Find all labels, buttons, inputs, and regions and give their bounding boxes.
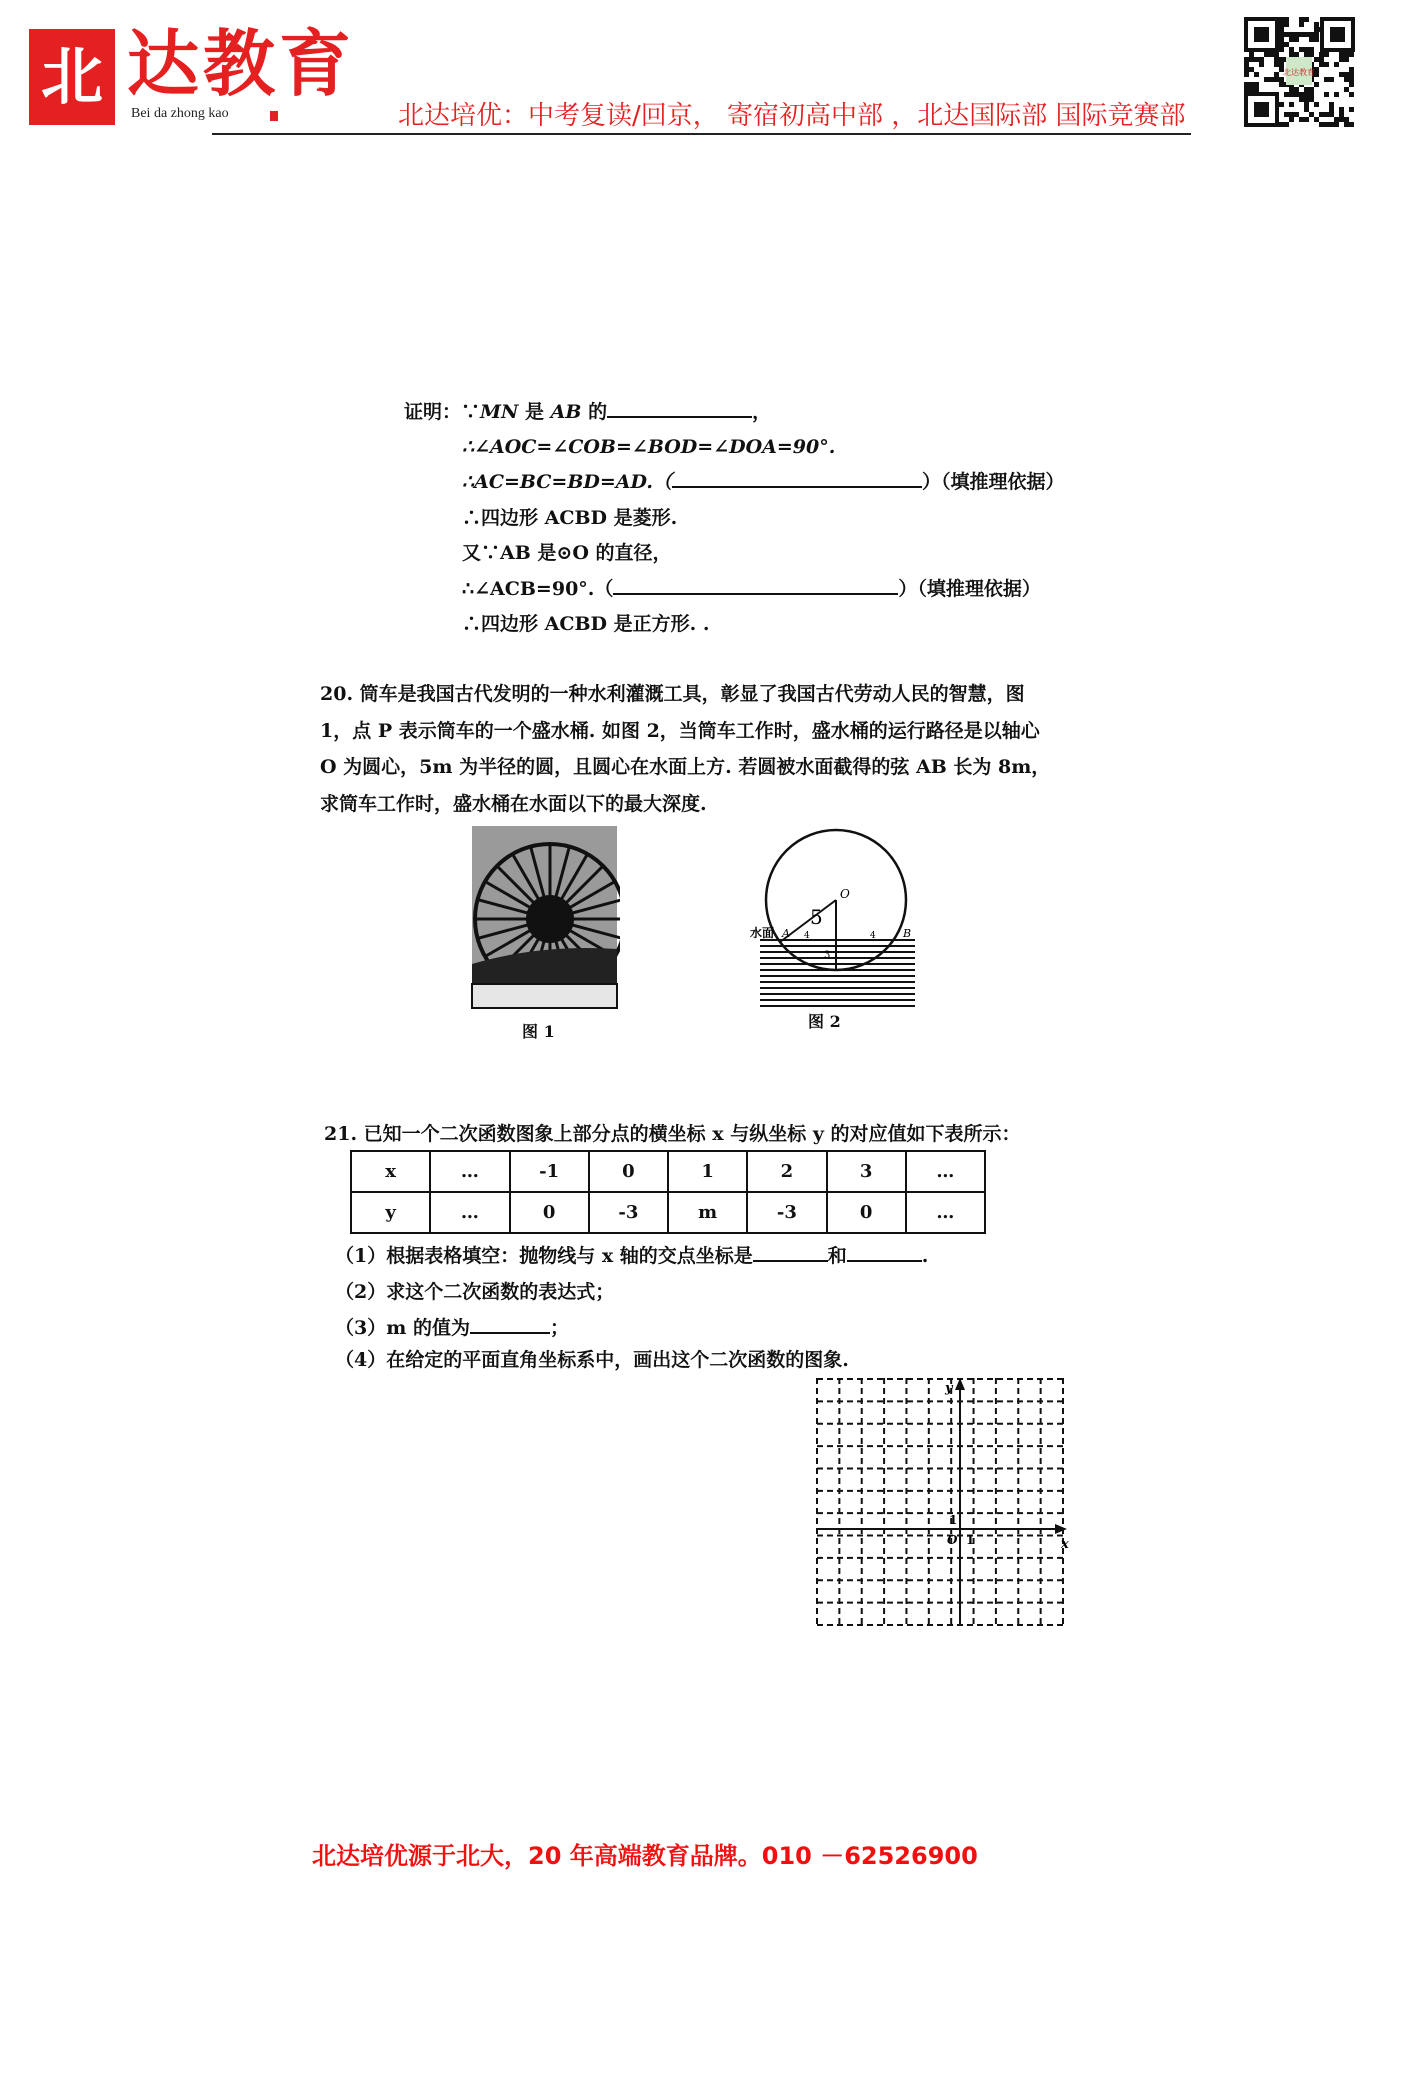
qr-module — [1294, 92, 1299, 97]
qr-module — [1324, 77, 1329, 82]
qr-module — [1279, 17, 1284, 22]
qr-module — [1339, 57, 1344, 62]
qr-module — [1349, 92, 1354, 97]
qr-module — [1274, 77, 1279, 82]
subquestion-3-end: ； — [549, 1317, 569, 1339]
qr-module — [1244, 72, 1249, 77]
logo-mark-text: 北 — [40, 40, 103, 113]
radius-label: 5 — [810, 905, 823, 929]
qr-module — [1349, 77, 1354, 82]
x-axis-label: x — [1061, 1537, 1069, 1552]
proof-l3-end: ）（填推理依据） — [921, 471, 1065, 493]
qr-module — [1294, 112, 1299, 117]
qr-module — [1289, 92, 1294, 97]
qr-module — [1299, 22, 1304, 27]
figure-2-caption: 图 2 — [808, 1012, 841, 1031]
proof-line-7: ∴四边形 ACBD 是正方形. . — [462, 613, 710, 635]
figure-1-caption: 图 1 — [522, 1022, 555, 1041]
table-cell: … — [906, 1151, 985, 1192]
qr-module — [1344, 52, 1349, 57]
qr-module — [1244, 82, 1249, 87]
qr-module — [1289, 117, 1294, 122]
qr-module — [1314, 22, 1319, 27]
proof-prefix: 证明：∵ — [404, 401, 481, 423]
qr-module — [1279, 102, 1284, 107]
table-cell: -3 — [747, 1192, 826, 1233]
qr-module — [1349, 82, 1354, 87]
qr-module — [1339, 117, 1344, 122]
subquestion-3 — [335, 1316, 569, 1340]
qr-module — [1279, 122, 1284, 127]
qr-module — [1309, 92, 1314, 97]
qr-module — [1309, 112, 1314, 117]
qr-module — [1349, 52, 1354, 57]
qr-module — [1244, 67, 1249, 72]
table-cell: 0 — [589, 1151, 668, 1192]
qr-module — [1319, 57, 1324, 62]
qr-module — [1299, 17, 1304, 22]
x-axis-arrow-icon — [1055, 1524, 1067, 1534]
qr-module — [1314, 102, 1319, 107]
qr-module — [1289, 47, 1294, 52]
table-cell: 0 — [510, 1192, 589, 1233]
qr-module — [1309, 52, 1314, 57]
qr-module — [1324, 122, 1329, 127]
question-21-stem: 21. 已知一个二次函数图象上部分点的横坐标 x 与纵坐标 y 的对应值如下表所示： — [324, 1123, 1021, 1145]
qr-module — [1279, 57, 1284, 62]
qr-module — [1289, 52, 1294, 57]
qr-module — [1269, 52, 1274, 57]
table-cell: … — [430, 1151, 509, 1192]
qr-module — [1254, 57, 1259, 62]
qr-module — [1244, 87, 1249, 92]
qr-module — [1324, 92, 1329, 97]
qr-module — [1289, 112, 1294, 117]
qr-module — [1274, 62, 1279, 67]
table-cell: … — [430, 1192, 509, 1233]
qr-module — [1279, 37, 1284, 42]
header-divider — [212, 133, 1191, 135]
qr-module — [1334, 62, 1339, 67]
qr-module — [1304, 52, 1309, 57]
qr-module — [1344, 87, 1349, 92]
qr-label: 北达教育 — [1283, 68, 1315, 77]
value-table — [350, 1150, 986, 1234]
table-cell: … — [906, 1192, 985, 1233]
question-20-text: 20. 筒车是我国古代发明的一种水利灌溉工具，彰显了我国古代劳动人民的智慧，图 1，点 P 表示筒车的一个盛水桶. 如图 2，当筒车工作时，盛水桶的运行路径是以轴心 O 为圆心，5m 为半径的圆，且圆心在水面上方. 若圆被水面截得的弦 AB 长为 8m，求筒车工作时，盛水桶在水面以下的最大深度. — [320, 683, 1051, 815]
qr-module — [1344, 57, 1349, 62]
qr-module — [1314, 27, 1319, 32]
qr-module — [1294, 87, 1299, 92]
qr-module — [1324, 62, 1329, 67]
table-cell: 2 — [747, 1151, 826, 1192]
table-cell: 1 — [668, 1151, 747, 1192]
answer-blank[interactable] — [607, 400, 752, 418]
qr-module — [1344, 72, 1349, 77]
answer-blank[interactable] — [672, 470, 922, 488]
qr-module — [1314, 117, 1319, 122]
qr-module — [1329, 107, 1334, 112]
qr-module — [1274, 72, 1279, 77]
qr-module — [1349, 107, 1354, 112]
qr-module — [1309, 47, 1314, 52]
qr-module — [1344, 77, 1349, 82]
proof-l6: ∴∠ACB=90°.（ — [462, 578, 614, 600]
logo-dot — [270, 111, 278, 121]
x-unit-label: 1 — [966, 1533, 975, 1547]
qr-module — [1244, 57, 1249, 62]
figure-2-diagram — [720, 824, 920, 1009]
proof-l6-end: ）（填推理依据） — [898, 578, 1041, 600]
y-axis-arrow-icon — [955, 1378, 965, 1390]
y-unit-label: 1 — [949, 1513, 958, 1527]
qr-module — [1344, 117, 1349, 122]
qr-module — [1329, 122, 1334, 127]
qr-module — [1304, 87, 1309, 92]
qr-module — [1279, 22, 1284, 27]
qr-module — [1349, 72, 1354, 77]
header-tagline: 北达培优：中考复读/回京， 寄宿初高中部 ，北达国际部 国际竞赛部 — [398, 101, 1186, 131]
proof-line-3 — [462, 470, 1064, 494]
qr-module — [1284, 42, 1289, 47]
qr-module — [1274, 52, 1279, 57]
half-chord-label-left: 4 — [804, 931, 810, 941]
subquestion-3-text: （3）m 的值为 — [335, 1317, 470, 1339]
point-o-label: O — [840, 887, 850, 901]
qr-module — [1259, 57, 1264, 62]
qr-module — [1279, 27, 1284, 32]
qr-module — [1344, 122, 1349, 127]
qr-module — [1339, 112, 1344, 117]
qr-module — [1329, 102, 1334, 107]
half-chord-label-right: 4 — [870, 931, 876, 941]
qr-module — [1314, 57, 1319, 62]
qr-module — [1279, 32, 1284, 37]
qr-module — [1324, 112, 1329, 117]
answer-blank[interactable] — [613, 577, 898, 595]
qr-module — [1274, 57, 1279, 62]
answer-blank[interactable] — [847, 1244, 922, 1262]
qr-module — [1299, 32, 1304, 37]
qr-module — [1269, 77, 1274, 82]
qr-module — [1254, 82, 1259, 87]
point-b-label: B — [903, 927, 912, 940]
qr-module — [1284, 22, 1289, 27]
qr-module — [1249, 82, 1254, 87]
proof-line-6 — [462, 577, 1041, 601]
qr-module — [1299, 97, 1304, 102]
waterwheel-photo — [470, 824, 620, 1010]
qr-module — [1289, 32, 1294, 37]
water-surface-label: 水面 — [750, 926, 775, 940]
qr-module — [1284, 112, 1289, 117]
logo-mark — [29, 29, 115, 125]
table-cell: -3 — [589, 1192, 668, 1233]
qr-module — [1249, 57, 1254, 62]
qr-module — [1279, 77, 1284, 82]
qr-module — [1309, 87, 1314, 92]
proof-mid: 是 — [518, 401, 551, 423]
qr-module — [1309, 97, 1314, 102]
qr-module — [1284, 32, 1289, 37]
proof-end: ， — [752, 401, 772, 423]
proof-suffix: 的 — [581, 401, 608, 423]
qr-module — [1349, 122, 1354, 127]
qr-code-icon — [1244, 17, 1355, 127]
qr-module — [1319, 112, 1324, 117]
qr-module — [1294, 52, 1299, 57]
qr-module — [1304, 32, 1309, 37]
table-row-x — [351, 1151, 985, 1192]
table-cell: m — [668, 1192, 747, 1233]
proof-line-2: ∴∠AOC=∠COB=∠BOD=∠DOA=90°. — [462, 436, 836, 458]
subquestion-1-end: . — [921, 1245, 929, 1267]
qr-module — [1329, 77, 1334, 82]
proof-line-5: 又∵AB 是⊙O 的直径， — [462, 542, 672, 564]
subquestion-4: （4）在给定的平面直角坐标系中，画出这个二次函数的图象. — [335, 1349, 849, 1371]
logo-subtitle: Bei da zhong kao — [131, 106, 229, 121]
proof-l3: ∴AC=BC=BD=AD.（ — [462, 471, 672, 493]
qr-module — [1324, 52, 1329, 57]
qr-module — [1279, 62, 1284, 67]
table-row-y — [351, 1192, 985, 1233]
logo-text: 达教育 — [127, 21, 356, 106]
qr-module — [1334, 92, 1339, 97]
table-cell: -1 — [510, 1151, 589, 1192]
proof-mn: MN — [480, 401, 519, 423]
qr-module — [1349, 67, 1354, 72]
qr-module — [1259, 62, 1264, 67]
qr-module — [1334, 117, 1339, 122]
qr-module — [1329, 112, 1334, 117]
qr-module — [1264, 52, 1269, 57]
subquestion-1 — [335, 1244, 928, 1268]
qr-module — [1249, 52, 1254, 57]
qr-module — [1304, 97, 1309, 102]
qr-module — [1304, 107, 1309, 112]
subquestion-1-text: （1）根据表格填空：抛物线与 x 轴的交点坐标是 — [335, 1245, 753, 1267]
qr-module — [1279, 47, 1284, 52]
subquestion-2: （2）求这个二次函数的表达式； — [335, 1281, 615, 1303]
qr-module — [1304, 47, 1309, 52]
table-cell: 0 — [827, 1192, 906, 1233]
qr-module — [1249, 67, 1254, 72]
qr-module — [1339, 52, 1344, 57]
point-a-label: A — [782, 927, 790, 940]
qr-module — [1299, 92, 1304, 97]
table-cell: 3 — [827, 1151, 906, 1192]
qr-module — [1319, 62, 1324, 67]
qr-module — [1314, 32, 1319, 37]
proof-line-4: ∴四边形 ACBD 是菱形. — [462, 507, 678, 529]
coordinate-grid[interactable] — [815, 1376, 1070, 1632]
qr-module — [1284, 92, 1289, 97]
qr-module — [1284, 122, 1289, 127]
y-axis-label: y — [945, 1381, 953, 1396]
qr-module — [1254, 72, 1259, 77]
qr-module — [1289, 37, 1294, 42]
qr-module — [1314, 82, 1319, 87]
qr-module — [1284, 17, 1289, 22]
qr-module — [1319, 122, 1324, 127]
footer-text: 北达培优源于北大，20 年高端教育品牌。010 －62526900 — [312, 1842, 978, 1870]
qr-module — [1304, 17, 1309, 22]
qr-module — [1304, 102, 1309, 107]
answer-blank[interactable] — [753, 1244, 828, 1262]
proof-line-1 — [404, 400, 771, 424]
qr-module — [1264, 77, 1269, 82]
qr-module — [1294, 37, 1299, 42]
qr-module — [1314, 37, 1319, 42]
answer-blank[interactable] — [470, 1316, 550, 1334]
qr-module — [1244, 62, 1249, 67]
origin-label: O — [947, 1533, 958, 1547]
qr-module — [1249, 87, 1254, 92]
qr-module — [1289, 87, 1294, 92]
qr-module — [1279, 82, 1284, 87]
qr-module — [1299, 117, 1304, 122]
qr-module — [1289, 102, 1294, 107]
qr-module — [1334, 122, 1339, 127]
qr-module — [1339, 107, 1344, 112]
qr-module — [1279, 42, 1284, 47]
qr-module — [1309, 32, 1314, 37]
qr-module — [1339, 72, 1344, 77]
qr-module — [1304, 92, 1309, 97]
qr-module — [1294, 32, 1299, 37]
table-cell: y — [351, 1192, 430, 1233]
table-cell: x — [351, 1151, 430, 1192]
qr-module — [1319, 52, 1324, 57]
qr-module — [1254, 87, 1259, 92]
qr-module — [1299, 47, 1304, 52]
qr-module — [1304, 117, 1309, 122]
qr-module — [1309, 37, 1314, 42]
distance-label: 3 — [824, 950, 831, 961]
proof-ab: AB — [550, 401, 582, 423]
subquestion-1-and: 和 — [827, 1245, 847, 1267]
